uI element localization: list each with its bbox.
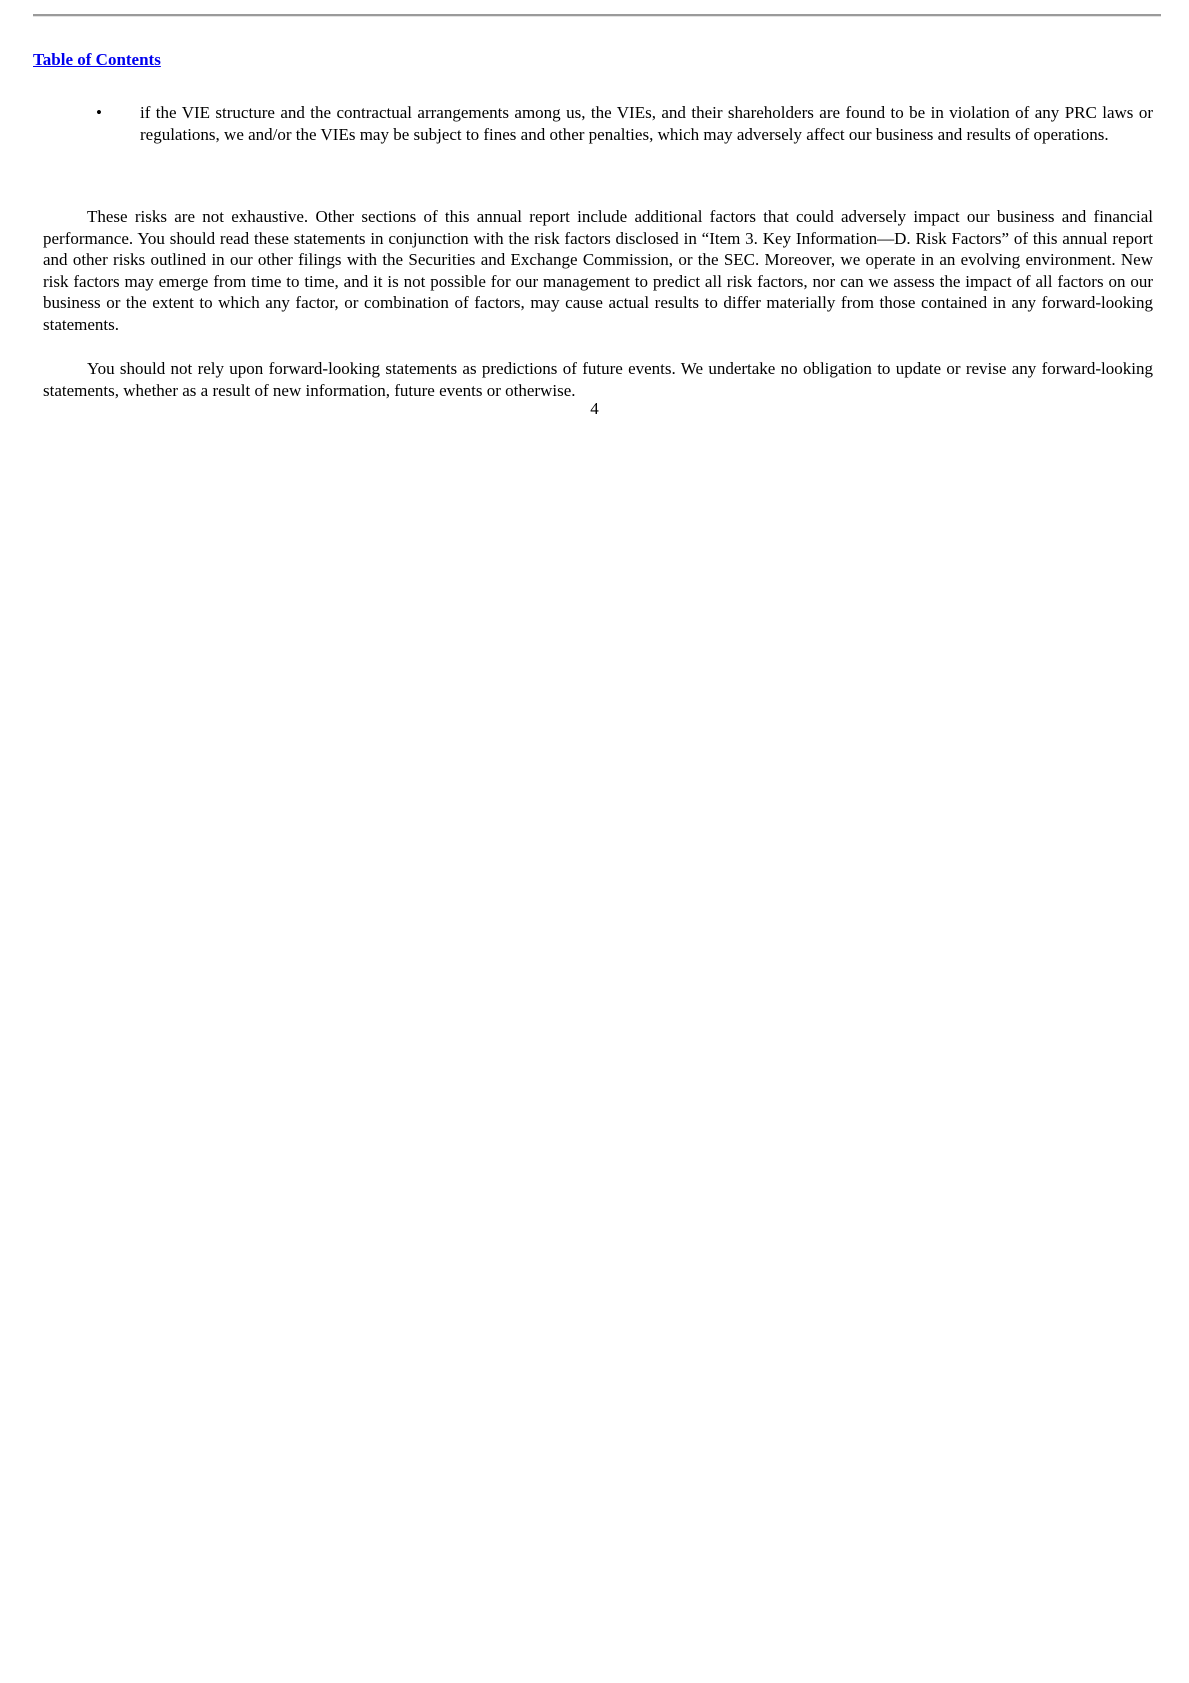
forward-looking-paragraph: You should not rely upon forward-looking statements as predictions of future events. We undertake no obligation to update or revise any forward-looking statements, whether as a result of new information, future events or otherwise.: [43, 359, 1153, 400]
bullet-list-item: [43, 102, 1153, 145]
top-divider: [33, 14, 1161, 17]
risk-factors-paragraph: These risks are not exhaustive. Other sections of this annual report include additional factors that could adversely impact our business and financial performance. You should read these statements in conjunction with the risk factors disclosed in “Item 3. Key Information—D. Risk Factors” of this annual report and other risks outlined in our other filings with the Securities and Exchange Commission, or the SEC. Moreover, we operate in an evolving environment. New risk factors may emerge from time to time, and it is not possible for our management to predict all risk factors, nor can we assess the impact of all factors on our business or the extent to which any factor, or combination of factors, may cause actual results to differ materially from those contained in any forward-looking statements.: [43, 207, 1153, 334]
page-number: 4: [590, 399, 599, 418]
table-of-contents-link[interactable]: Table of Contents: [33, 50, 161, 69]
bullet-text: if the VIE structure and the contractual arrangements among us, the VIEs, and their shareholders are found to be in violation of any PRC laws or regulations, we and/or the VIEs may be subject to fines and other penalties, which may adversely affect our business and results of operations.: [140, 103, 1153, 144]
bullet-marker: •: [96, 103, 102, 122]
